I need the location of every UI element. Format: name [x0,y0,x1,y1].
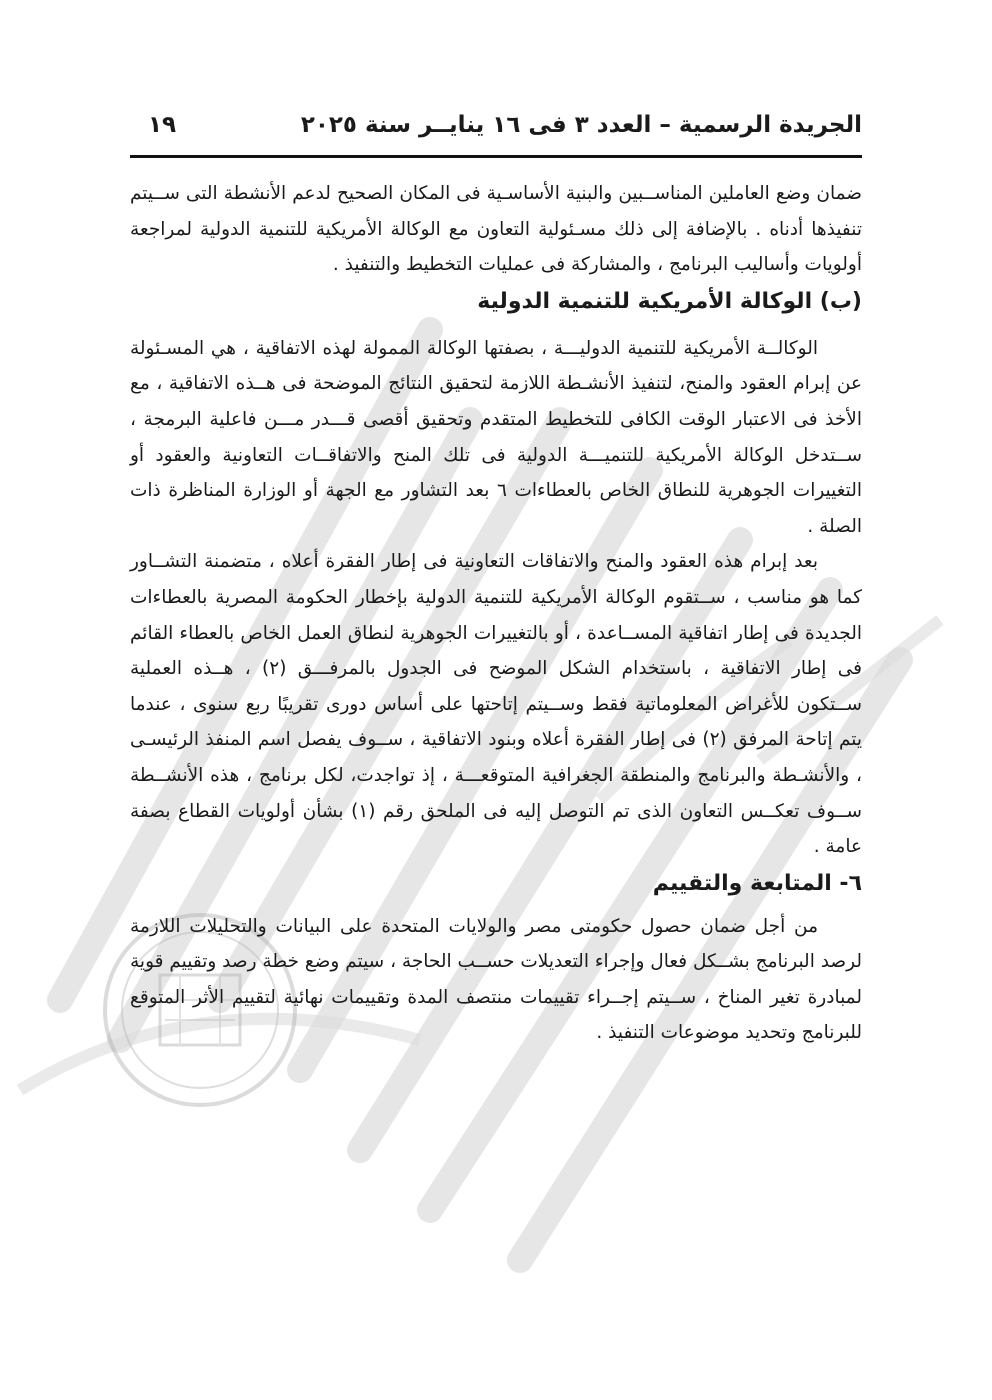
document-body [130,176,862,1051]
paragraph: ضمان وضع العاملين المناســبين والبنية الأساسـية فى المكان الصحيح لدعم الأنشطة التى ســيتم تنفيذها أدناه . بالإضافة إلى ذلك مسـئولية التعاون مع الوكالة الأمريكية للتنمية الدولية لمراجعة أولويات وأساليب البرنامج ، والمشاركة فى عمليات التخطيط والتنفيذ . [130,183,862,276]
section-heading: (ب) الوكالة الأمريكية للتنمية الدولية [477,288,862,314]
header-divider [130,155,862,158]
gazette-title: الجريدة الرسمية – العدد ٣ فى ١٦ ينايــر سنة ٢٠٢٥ [300,112,862,138]
paragraph: بعد إبرام هذه العقود والمنح والاتفاقات التعاونية فى إطار الفقرة أعلاه ، متضمنة التشــاور كما هو مناسب ، ســتقوم الوكالة الأمريكية للتنمية الدولية بإخطار الحكومة المصرية بالعطاءات الجديدة فى إطار اتفاقية المســاعدة ، أو بالتغييرات الجوهرية لنطاق العمل الخاص بالعطاء القائم فى إطار الاتفاقية ، باستخدام الشكل الموضح فى الجدول بالمرفـــق (٢) ، هــذه العملية ســتكون للأغراض المعلوماتية فقط وســيتم إتاحتها على أساس دورى تقريبًا ربع سنوى ، عندما يتم إتاحة المرفق (٢) فى إطار الفقرة أعلاه وبنود الاتفاقية ، ســوف يفصل اسم المنفذ الرئيسـى ، والأنشـطة والبرنامج والمنطقة الجغرافية المتوقعـــة ، إذ تواجدت، لكل برنامج ، هذه الأنشــطة ســوف تعكــس التعاون الذى تم التوصل إليه فى الملحق رقم (١) بشأن أولويات القطاع بصفة عامة . [130,551,863,858]
paragraph: من أجل ضمان حصول حكومتى مصر والولايات المتحدة على البيانات والتحليلات اللازمة لرصد البرنامج بشــكل فعال وإجراء التعديلات حســب الحاجة ، سيتم وضع خطة رصد وتقييم قوية لمبادرة تغير المناخ ، ســيتم إجــراء تقييمات منتصف المدة وتقييمات نهائية لتقييم الأثر المتوقع للبرنامج وتحديد موضوعات التنفيذ . [130,915,862,1044]
page-header [130,112,862,152]
page-number: ١٩ [148,112,177,138]
section-heading: ٦- المتابعة والتقييم [652,870,862,896]
paragraph: الوكالــة الأمريكية للتنمية الدوليـــة ، بصفتها الوكالة الممولة لهذه الاتفاقية ، هي المسـئولة عن إبرام العقود والمنح، لتنفيذ الأنشـطة اللازمة لتحقيق النتائج الموضحة فى هــذه الاتفاقية ، مع الأخذ فى الاعتبار الوقت الكافى للتخطيط المتقدم وتحقيق أقصى قـــدر مـــن فاعلية البرمجة ، ســتدخل الوكالة الأمريكية للتنميـــة الدولية فى تلك المنح والاتفاقــات التعاونية والعقود أو التغييرات الجوهرية للنطاق الخاص بالعطاءات ٦ بعد التشاور مع الجهة أو الوزارة المناظرة ذات الصلة . [130,337,862,537]
